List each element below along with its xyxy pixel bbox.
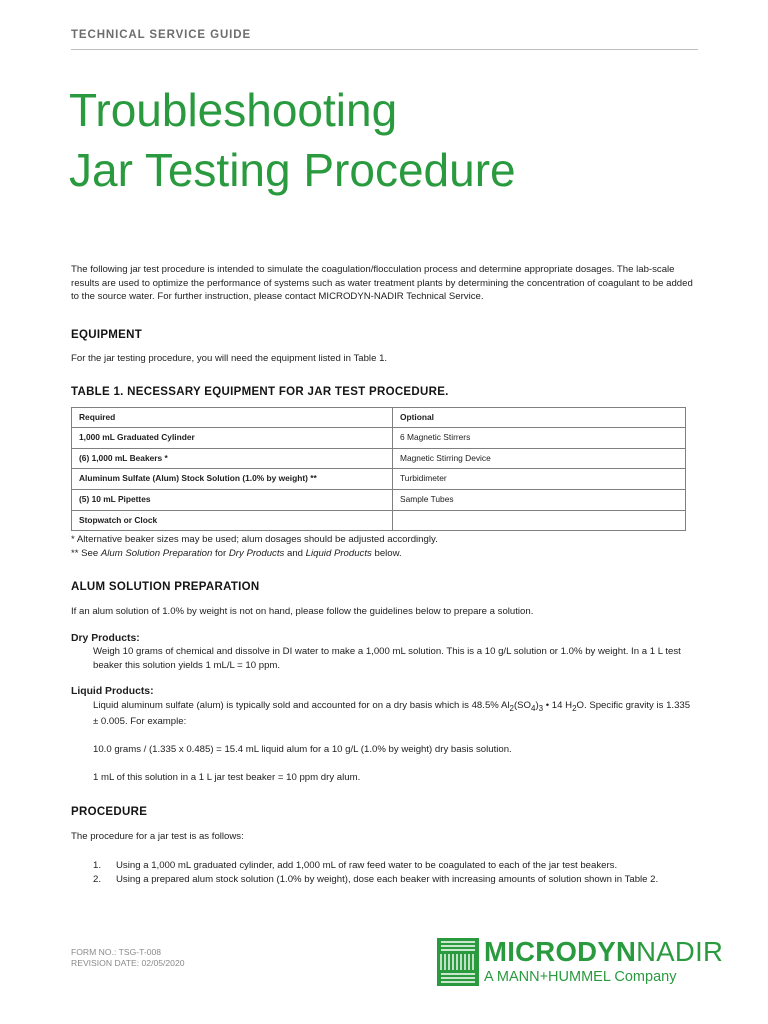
table-cell-optional bbox=[393, 510, 686, 531]
title-line-1: Troubleshooting bbox=[69, 84, 398, 136]
table-cell-optional: Turbidimeter bbox=[393, 469, 686, 490]
procedure-intro: The procedure for a jar test is as follows: bbox=[71, 830, 244, 842]
form-info bbox=[71, 947, 185, 969]
liquid-products-text: Liquid aluminum sulfate (alum) is typically sold and accounted for on a dry basis which is 48.5% $Al_2(SO_4)_3$ • 14 $H_2O$. Specific gravity is 1.335 ± 0.005. For example: bbox=[93, 699, 691, 728]
procedure-steps bbox=[71, 859, 697, 886]
table-row bbox=[72, 489, 686, 510]
table-row bbox=[72, 448, 686, 469]
table-cell-optional: 6 Magnetic Stirrers bbox=[393, 428, 686, 449]
table-note-2: ** See Alum Solution Preparation for Dry Products and Liquid Products below. bbox=[71, 547, 402, 559]
table-cell-required: (6) 1,000 mL Beakers * bbox=[72, 448, 393, 469]
header-divider bbox=[71, 49, 698, 50]
alum-dose-equivalence: 1 mL of this solution in a 1 L jar test beaker = 10 ppm dry alum. bbox=[93, 771, 361, 783]
company-logo bbox=[437, 936, 729, 988]
table-cell-required: Aluminum Sulfate (Alum) Stock Solution (1.0% by weight) ** bbox=[72, 469, 393, 490]
dry-products-heading: Dry Products: bbox=[71, 632, 140, 644]
table-header-row bbox=[72, 407, 686, 428]
alum-heading: ALUM SOLUTION PREPARATION bbox=[71, 581, 260, 594]
table-header-optional: Optional bbox=[393, 407, 686, 428]
liquid-products-heading: Liquid Products: bbox=[71, 686, 154, 698]
equipment-text: For the jar testing procedure, you will need the equipment listed in Table 1. bbox=[71, 353, 388, 365]
revision-date: REVISION DATE: 02/05/2020 bbox=[71, 958, 185, 968]
equipment-heading: EQUIPMENT bbox=[71, 328, 143, 341]
header-label: TECHNICAL SERVICE GUIDE bbox=[71, 29, 252, 41]
table-row bbox=[72, 510, 686, 531]
alum-calculation: 10.0 grams / (1.335 x 0.485) = 15.4 mL liquid alum for a 10 g/L (1.0% by weight) dry basis solution. bbox=[93, 743, 512, 755]
table-row bbox=[72, 469, 686, 490]
table-cell-optional: Magnetic Stirring Device bbox=[393, 448, 686, 469]
table-header-required: Required bbox=[72, 407, 393, 428]
table-row bbox=[72, 428, 686, 449]
list-item: 2. Using a prepared alum stock solution (1.0% by weight), dose each beaker with increasing amounts of solution shown in Table 2. bbox=[93, 873, 659, 885]
table-notes bbox=[71, 533, 697, 560]
dry-products-text: Weigh 10 grams of chemical and dissolve in DI water to make a 1,000 mL solution. This is a 10 g/L solution or 1.0% by weight. In a 1 L test beaker this solution yields 1 mL/L = 10 ppm. bbox=[93, 646, 681, 671]
table-cell-required: 1,000 mL Graduated Cylinder bbox=[72, 428, 393, 449]
intro-paragraph: The following jar test procedure is intended to simulate the coagulation/flocculation process and determine appropriate dosages. The lab-scale results are used to optimize the performance of systems such as water treatment plants by determining the concentration of coagulant to be added to the source water. For further instruction, please contact MICRODYN-NADIR Technical Service. bbox=[71, 264, 693, 303]
table-cell-required: Stopwatch or Clock bbox=[72, 510, 393, 531]
equipment-table bbox=[71, 407, 686, 532]
page-title bbox=[69, 80, 516, 200]
table-note-1: * Alternative beaker sizes may be used; alum dosages should be adjusted accordingly. bbox=[71, 534, 438, 546]
logo-wordmark: MICRODYNNADIR bbox=[484, 936, 724, 967]
procedure-heading: PROCEDURE bbox=[71, 806, 148, 819]
table-cell-optional: Sample Tubes bbox=[393, 489, 686, 510]
document-body bbox=[71, 263, 697, 887]
logo-mark-icon bbox=[437, 938, 479, 986]
table-cell-required: (5) 10 mL Pipettes bbox=[72, 489, 393, 510]
list-item: 1. Using a 1,000 mL graduated cylinder, add 1,000 mL of raw feed water to be coagulated to each of the jar test beakers. bbox=[93, 860, 618, 872]
alum-text: If an alum solution of 1.0% by weight is not on hand, please follow the guidelines below to prepare a solution. bbox=[71, 605, 534, 617]
table1-title: TABLE 1. NECESSARY EQUIPMENT FOR JAR TEST PROCEDURE. bbox=[71, 385, 449, 398]
title-line-2: Jar Testing Procedure bbox=[69, 144, 516, 196]
form-number: FORM NO.: TSG-T-008 bbox=[71, 947, 162, 957]
logo-tagline: A MANN+HUMMEL Company bbox=[484, 969, 677, 985]
